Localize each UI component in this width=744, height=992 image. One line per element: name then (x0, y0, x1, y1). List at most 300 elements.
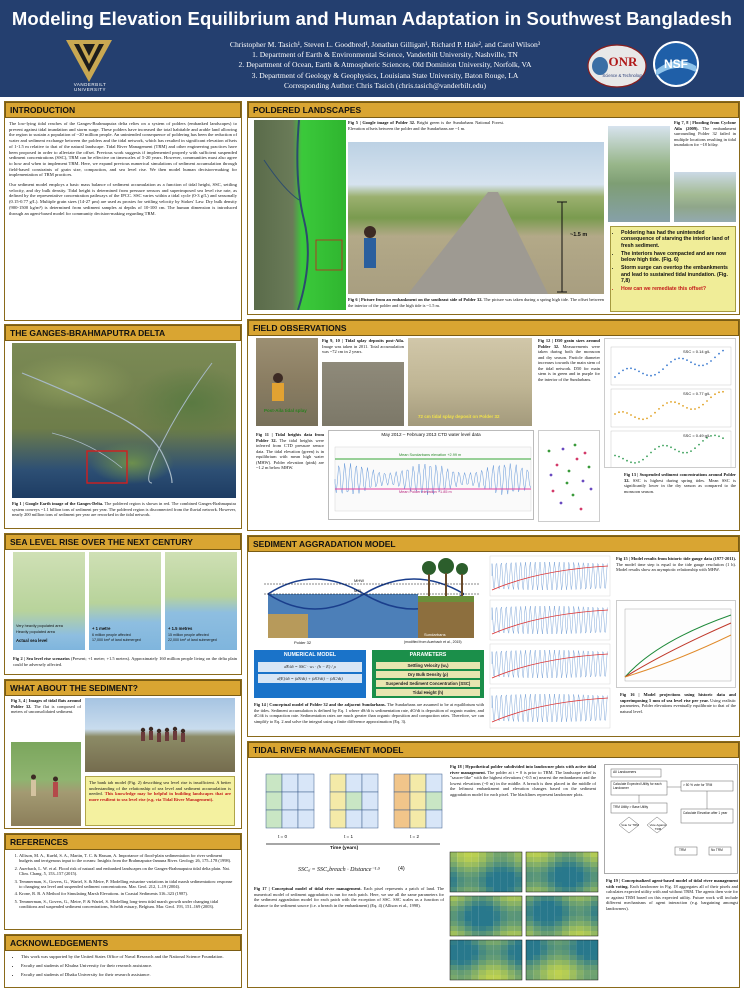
embankment-photo (348, 142, 604, 294)
heatmap-cell (508, 965, 515, 970)
ssc-point (710, 396, 712, 398)
ssc-label-1: SSC = 0.14 g/L (683, 349, 711, 354)
sediment-box-red: This knowledge may be helpful in building landscapes that are more resilient to sea level rise (e.g. via Tidal River Management). (89, 791, 231, 802)
heatmap-cell (555, 862, 562, 867)
heatmap-cell (486, 882, 493, 887)
heatmap-cell (533, 945, 540, 950)
ssc-point (698, 365, 700, 367)
heatmap-cell (500, 926, 507, 931)
heatmap-cell (540, 945, 547, 950)
heatmap-cell (591, 887, 598, 892)
ctd-chart-title: May 2012 – February 2013 CTD water level data (381, 432, 481, 437)
heatmap-cell (576, 960, 583, 965)
heatmap-cell (548, 906, 555, 911)
heatmap-cell (569, 931, 576, 936)
ssc-point (630, 414, 632, 416)
heatmap-cell (548, 896, 555, 901)
heatmap-cell (569, 887, 576, 892)
abm-all-landowners: All Landowners (613, 770, 637, 774)
heatmap-cell (500, 867, 507, 872)
heatmap-cell (576, 877, 583, 882)
heatmap-cell (457, 896, 464, 901)
heatmap-cell (493, 960, 500, 965)
heatmap-cell (584, 926, 591, 931)
heatmap-cell (493, 896, 500, 901)
heatmap-cell (576, 862, 583, 867)
author-block (170, 40, 600, 91)
fig14-caption (254, 702, 484, 724)
heatmap-cell (464, 975, 471, 980)
grain-size-point (588, 466, 591, 469)
field-worker-silhouettes (11, 742, 81, 826)
heatmap-cell (464, 965, 471, 970)
heatmap-cell (479, 867, 486, 872)
heatmap-cell (515, 872, 522, 877)
heatmap-cell (508, 960, 515, 965)
heatmap-cell (500, 965, 507, 970)
heatmap-cell (584, 872, 591, 877)
heatmap-cell (555, 872, 562, 877)
group-silhouettes (85, 698, 235, 772)
heatmap-cell (515, 965, 522, 970)
mhw-label: MHW (354, 578, 364, 583)
heatmap-cell (508, 911, 515, 916)
ssc-point (614, 455, 616, 457)
heatmap-cell (533, 862, 540, 867)
heatmap-cell (569, 872, 576, 877)
fig910-caption-text: Image was taken in 2011. Total accumulation was ~72 cm in 2 years. (322, 343, 404, 354)
heatmap-cell (515, 916, 522, 921)
heatmap-cell (576, 867, 583, 872)
trm-grid-cell (298, 792, 314, 810)
heatmap-cell (457, 882, 464, 887)
heatmap-cell (533, 901, 540, 906)
splay-label-right: 72 cm tidal splay deposit on Polder 32 (418, 414, 500, 419)
ssc-point (662, 405, 664, 407)
ssc-point (650, 452, 652, 454)
fig1-caption-bold: Fig 1 | Google Earth image of the Ganges-Delta. (12, 501, 104, 506)
heatmap-cell (591, 857, 598, 862)
heatmap-cell (479, 926, 486, 931)
heatmap-cell (479, 931, 486, 936)
heatmap-cell (540, 911, 547, 916)
heatmap-cell (464, 852, 471, 857)
heatmap-cell (526, 921, 533, 926)
ssc-point (702, 404, 704, 406)
heatmap-cell (493, 852, 500, 857)
trm-grid-diagram (260, 764, 446, 854)
heatmap-cell (562, 926, 569, 931)
affiliation-2: 2. Department of Ocean, Earth & Atmospheric Sciences, Old Dominion University, Norfolk, VA (238, 60, 532, 70)
fig11-caption-bold: Fig 11 | Tidal heights data from Polder 32. (256, 432, 324, 443)
trm-grid-cell (330, 810, 346, 828)
heatmap-cell (591, 960, 598, 965)
heatmap-cell (526, 906, 533, 911)
poldered-bullets (610, 226, 736, 312)
heatmap-cell (493, 975, 500, 980)
heatmap-cell (526, 940, 533, 945)
heatmap-cell (526, 950, 533, 955)
heatmap-cell (540, 965, 547, 970)
ssc-point (718, 353, 720, 355)
ssc-point (686, 407, 688, 409)
heatmap-cell (584, 965, 591, 970)
heatmap-cell (540, 852, 547, 857)
heatmap-cell (486, 877, 493, 882)
trm-grid-cell (266, 774, 282, 792)
heatmap-cell (450, 940, 457, 945)
heatmap-cell (526, 887, 533, 892)
heatmap-cell (464, 862, 471, 867)
ssc-label-3: SSC = 0.49 g/L (683, 433, 711, 438)
heatmap-cell (450, 862, 457, 867)
ssc-point (678, 403, 680, 405)
grain-size-point (550, 474, 553, 477)
heatmap-cell (479, 921, 486, 926)
heatmap-cell (500, 921, 507, 926)
heatmap-cell (464, 901, 471, 906)
reference-item: 3. Temmerman, S., Govers, G., Wartel, S. & Meire, P. Modelling estuarine variations in tidal marsh sedimentation: response to changing sea level and suspended sediment concentrations. Mar. Geol. 212, 1–19 (2004). (19, 879, 235, 890)
reference-item: 2. Auerbach, L. W. et al. Flood risk of natural and embanked landscapes on the Ganges-Brahmaputra tidal delta plain. Nat. Clim. Chang. 5, 153–157 (2015). (19, 866, 235, 877)
heatmap-cell (493, 872, 500, 877)
heatmap-cell (562, 877, 569, 882)
heatmap-cell (569, 945, 576, 950)
heatmap-cell (472, 945, 479, 950)
heatmap-cell (486, 921, 493, 926)
projection-plot (617, 601, 736, 688)
heatmap-cell (540, 975, 547, 980)
poldered-panel (247, 101, 740, 315)
heatmap-cell (493, 926, 500, 931)
trm-grid-cell (362, 810, 378, 828)
heatmap-cell (540, 931, 547, 936)
heatmap-cell (562, 975, 569, 980)
affiliation-3: 3. Department of Geology & Geophysics, Louisiana State University, Baton Rouge, LA (251, 70, 519, 80)
heatmap-cell (508, 862, 515, 867)
heatmap-cell (464, 867, 471, 872)
heatmap-cell (464, 887, 471, 892)
heatmap-cell (584, 882, 591, 887)
conceptual-cross-section (254, 554, 484, 646)
heatmap-cell (486, 857, 493, 862)
heatmap-cell (493, 862, 500, 867)
heatmap-cell (472, 911, 479, 916)
heatmap-cell (450, 867, 457, 872)
heatmap-cell (548, 852, 555, 857)
heatmap-cell (508, 877, 515, 882)
heatmap-cell (584, 896, 591, 901)
heatmap-cell (548, 887, 555, 892)
heatmap-cell (515, 955, 522, 960)
sundarbans-label: Sundarbans (424, 632, 446, 637)
heatmap-cell (472, 960, 479, 965)
trm-grid-cell (330, 792, 346, 810)
ssc-point (686, 359, 688, 361)
heatmap-cell (591, 945, 598, 950)
heatmap-cell (584, 857, 591, 862)
heatmap-cell (584, 911, 591, 916)
heatmap-cell (555, 945, 562, 950)
heatmap-cell (486, 867, 493, 872)
heatmap-cell (457, 926, 464, 931)
splay-photo-middle (322, 362, 404, 426)
trm-grid-cell (298, 810, 314, 828)
trm-grid-cell (426, 774, 442, 792)
trm-grid-cell (426, 792, 442, 810)
heatmap-cell (515, 862, 522, 867)
heatmap-cell (472, 872, 479, 877)
heatmap-cell (576, 916, 583, 921)
heatmap-cell (472, 901, 479, 906)
polder32-satellite-image (254, 120, 346, 310)
heatmap-cell (450, 852, 457, 857)
heatmap-cell (555, 965, 562, 970)
slr-submerged-1m: 17,000 km² of land submerged (92, 638, 141, 642)
grain-size-point (560, 502, 563, 505)
heatmap-cell (569, 852, 576, 857)
heatmap-cell (464, 906, 471, 911)
ssc-point (702, 440, 704, 442)
ssc-point (670, 446, 672, 448)
heatmap-cell (486, 906, 493, 911)
heatmap-cell (500, 970, 507, 975)
abm-calc-elevation: Calculate Elevation after 1 year (683, 811, 728, 815)
ssc-point (690, 450, 692, 452)
heatmap-cell (591, 872, 598, 877)
heatmap-cell (464, 950, 471, 955)
reference-item: 4. Krone, R. B. A Method for Simulating Marsh Elevations. in Coastal Sediments 316–323 (1987). (19, 891, 235, 896)
heatmap-cell (548, 911, 555, 916)
heatmap-cell (464, 970, 471, 975)
heatmap-cell (472, 877, 479, 882)
heatmap-cell (457, 965, 464, 970)
heatmap-cell (515, 945, 522, 950)
heatmap-cell (533, 872, 540, 877)
poster-header (0, 0, 744, 97)
heatmap-cell (450, 926, 457, 931)
heatmap-cell (591, 975, 598, 980)
fig34-caption-bold: Fig 3, 4 | Images of tidal flats around Polder 32. (11, 698, 81, 709)
ssc-point (678, 451, 680, 453)
heatmap-cell (562, 906, 569, 911)
heatmap-cell (457, 970, 464, 975)
slr-panel (4, 533, 242, 675)
heatmap-cell (450, 877, 457, 882)
heatmap-cell (486, 916, 493, 921)
heatmap-cell (457, 906, 464, 911)
trm-t0-label: t = 0 (278, 834, 288, 839)
ssc-point (694, 408, 696, 410)
heatmap-cell (584, 931, 591, 936)
heatmap-cell (591, 950, 598, 955)
ack-item: • This work was supported by the United States Office of Naval Research and the National Science Foundation. (21, 954, 235, 960)
heatmap-cell (591, 921, 598, 926)
heatmap-cell (493, 955, 500, 960)
heatmap-cell (479, 882, 486, 887)
heatmap-cell (576, 896, 583, 901)
fig18-caption (450, 764, 596, 797)
ssc-point (674, 401, 676, 403)
ssc-point (710, 360, 712, 362)
heatmap-cell (479, 906, 486, 911)
heatmap-cell (540, 916, 547, 921)
projection-chart (616, 600, 736, 688)
ssc-point (626, 368, 628, 370)
heatmap-cell (562, 940, 569, 945)
heatmap-cell (457, 872, 464, 877)
heatmap-cell (486, 975, 493, 980)
ssc-point (702, 365, 704, 367)
heatmap-cell (526, 857, 533, 862)
heatmap-cell (540, 857, 547, 862)
ssc-point (698, 444, 700, 446)
heatmap-cell (533, 852, 540, 857)
heatmap-cell (562, 916, 569, 921)
sediment-panel (4, 679, 242, 829)
fig6-caption-bold: Fig 6 | Picture from an embankment on the southeast side of Polder 32. (348, 297, 483, 302)
parameter-settling: Settling Velocity (wₛ) (376, 662, 480, 669)
heatmap-cell (508, 970, 515, 975)
heatmap-cell (576, 950, 583, 955)
references-heading: REFERENCES (5, 834, 241, 850)
heatmap-cell (479, 960, 486, 965)
fig19-caption-bold: Fig 19 | Conceptualized agent-based model of tidal river management with voting. (606, 878, 738, 889)
splay-photo-left (256, 338, 318, 426)
ssc-subplot-frame (611, 389, 731, 427)
heatmap-cell (548, 921, 555, 926)
trm-grid-cell (282, 774, 298, 792)
heatmap-cell (591, 911, 598, 916)
heatmap-cell (486, 945, 493, 950)
ssc-point (706, 400, 708, 402)
fig12-caption-text: Measurements were taken during both the monsoon and dry season. Particle diameter increases towards the main stem of the tidal network. D50 for main stem is in green and in purple for the interior of the Sundarbans. (538, 343, 600, 382)
poldered-bullet: • The interiors have compacted and are now below high tide. (Fig. 6) (621, 251, 731, 264)
heatmap-cell (493, 906, 500, 911)
heatmap-cell (540, 921, 547, 926)
heatmap-cell (562, 857, 569, 862)
tidal-flat-photo-people (85, 698, 235, 772)
ssc-point (638, 418, 640, 420)
poldered-heading: POLDERED LANDSCAPES (248, 102, 739, 118)
ssc-point (650, 375, 652, 377)
heatmap-cell (472, 916, 479, 921)
poldered-bullet-question: • How can we remediate this offset? (621, 286, 731, 292)
tidal-flat-photo-field (11, 742, 81, 826)
heatmap-cell (562, 911, 569, 916)
heatmap-cell (500, 911, 507, 916)
ctd-chart-plot (329, 431, 534, 520)
poster-title: Modeling Elevation Equilibrium and Human Adaptation in Southwest Bangladesh (11, 8, 733, 29)
heatmap-cell (562, 965, 569, 970)
heatmap-cell (584, 970, 591, 975)
heatmap-cell (508, 975, 515, 980)
heatmap-cell (500, 906, 507, 911)
heatmap-cell (457, 852, 464, 857)
slr-map-1m (89, 552, 161, 650)
fig910-caption (322, 338, 404, 355)
onr-logo-icon (587, 44, 647, 88)
heatmap-cell (457, 945, 464, 950)
heatmap-cell (540, 970, 547, 975)
ssc-point (658, 408, 660, 410)
heatmap-cell (584, 867, 591, 872)
heatmap-cell (569, 901, 576, 906)
heatmap-cell (515, 940, 522, 945)
heatmap-cell (562, 955, 569, 960)
ssc-point (614, 413, 616, 415)
abm-flowchart (604, 764, 738, 874)
heatmap-cell (591, 970, 598, 975)
heatmap-cell (457, 857, 464, 862)
fig78-caption-bold: Fig 7, 8 | Flooding from Cyclone Aila (2009). (674, 120, 736, 131)
ssc-point (646, 455, 648, 457)
grain-size-point (572, 494, 575, 497)
heatmap-cell (548, 882, 555, 887)
heatmap-cell (464, 960, 471, 965)
heatmap-cell (486, 887, 493, 892)
heatmap-cell (515, 911, 522, 916)
heatmap-cell (479, 965, 486, 970)
heatmap-cell (569, 916, 576, 921)
abm-vote-for: Vote for TRM (621, 823, 639, 827)
heatmap-cell (500, 955, 507, 960)
ssc-point (662, 368, 664, 370)
trm-grid-cell (410, 774, 426, 792)
heatmap-cell (569, 960, 576, 965)
vanderbilt-wordmark: VANDERBILT UNIVERSITY (73, 82, 107, 92)
fig16-caption-bold: Fig 16 | Model projections using historic data and superimposing 5 mm of sea level rise per year. (620, 692, 736, 703)
heatmap-cell (472, 906, 479, 911)
heatmap-cell (526, 896, 533, 901)
heatmap-cell (500, 950, 507, 955)
aila-flood-photo-1 (608, 126, 670, 222)
fig2-caption (13, 656, 237, 667)
ack-item: • Faculty and students of Dhaka University for their research assistance. (21, 972, 235, 978)
ssc-point (622, 458, 624, 460)
slr-affected-1m: 6 million people affected (92, 633, 131, 637)
heatmap-cell (555, 960, 562, 965)
heatmap-cell (450, 887, 457, 892)
ssc-point (694, 363, 696, 365)
trm-grid-cell (410, 810, 426, 828)
heatmap-cell (540, 896, 547, 901)
heatmap-cell (548, 877, 555, 882)
ssc-point (658, 372, 660, 374)
heatmap-cell (450, 960, 457, 965)
heatmap-cell (479, 911, 486, 916)
ssc-point (722, 437, 724, 439)
ssc-point (714, 393, 716, 395)
heatmap-cell (472, 950, 479, 955)
trm-grid-cell (266, 810, 282, 828)
heatmap-cell (472, 965, 479, 970)
heatmap-cell (508, 901, 515, 906)
ssc-point (690, 361, 692, 363)
heatmap-cell (526, 901, 533, 906)
heatmap-cell (548, 916, 555, 921)
parameter-tidal-height: Tidal Height (h) (376, 689, 480, 696)
fig6-caption-text: The picture was taken during a spring high tide. The offset between the interior of the polder and the high tide is ~1.5 m. (348, 297, 604, 308)
heatmap-cell (591, 862, 598, 867)
ssc-point (694, 447, 696, 449)
trm-grid-cell (362, 774, 378, 792)
ctd-polder-note: Mean Polder elevation +1.85 m (399, 490, 452, 494)
heatmap-cell (464, 872, 471, 877)
heatmap-cell (508, 896, 515, 901)
heatmap-cell (591, 901, 598, 906)
intro-paragraph-1: The low-lying tidal reaches of the Ganges-Brahmaputra delta relies on a system of polders (embanked landscapes) to prevent against tidal inundation and storm surge. These polders have increased the total habitable and arable land allowing the region to sustain a population of ~20 million people. An unintended consequence of poldering has been the reduction of water and sediment exchange between the polders and the tidal network, which has resulted in significant elevation offsets of 1-1.5 m relative to that of the natural landscape. Tidal River Management (TRM) and other engineering practices have been proposed in order to alleviate the offset. Previous work suggests if implemented properly with sufficient suspended sediment concentrations (SSC), TRM can be effective on timescales of 5-20 years. However, communities must also agree to how and when to implement TRM. Here, we expand previous numerical simulations of sediment accumulation through field-based constraints of grain size, compaction, and sea level rise. We then model human decision-making for implementation of TRM practices. (9, 121, 237, 178)
heatmap-cell (486, 911, 493, 916)
